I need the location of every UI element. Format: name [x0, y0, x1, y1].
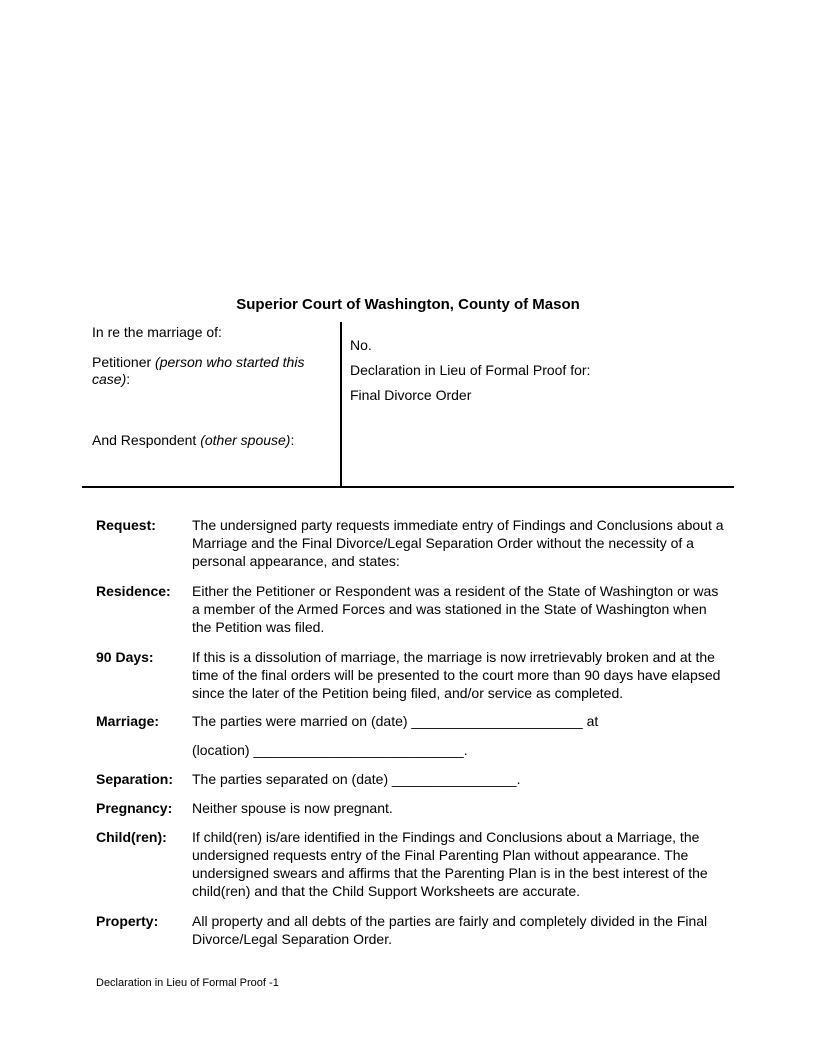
document-subtitle: Final Divorce Order: [350, 387, 472, 403]
section-label: Marriage:: [96, 713, 160, 729]
section-label: Child(ren):: [96, 829, 167, 845]
page-footer: Declaration in Lieu of Formal Proof -1: [96, 977, 279, 989]
petitioner-label: Petitioner: [92, 354, 156, 370]
case-caption: [82, 322, 734, 488]
section-label: Separation:: [96, 771, 174, 787]
section-label: 90 Days:: [96, 649, 154, 665]
section-text: The parties separated on (date) ________________.: [192, 771, 521, 787]
section-text: The undersigned party requests immediate entry of Findings and Conclusions about a Marriage and the Final Divorce/Legal Separation Order without the necessity of a personal appearance, and states:: [192, 517, 724, 569]
marriage-date-line: The parties were married on (date) ______________________ at: [192, 713, 599, 729]
in-re-label: In re the marriage of:: [92, 324, 222, 340]
section-text: If child(ren) is/are identified in the Findings and Conclusions about a Marriage, the undersigned requests entry of the Final Parenting Plan without appearance. The undersigned swears and affirms that the Parenting Plan is in the best interest of the child(ren) and that the Child Support Worksheets are accurate.: [192, 829, 708, 899]
section-text: All property and all debts of the parties are fairly and completely divided in the Final Divorce/Legal Separation Order.: [192, 913, 708, 947]
respondent-field: [92, 432, 294, 449]
petitioner-note: (person who started this case): [92, 354, 305, 387]
respondent-note: (other spouse): [200, 432, 291, 448]
section-text: Either the Petitioner or Respondent was a resident of the State of Washington or was a member of the Armed Forces and was stationed in the State of Washington when the Petition was filed.: [192, 583, 719, 635]
section-label: Pregnancy:: [96, 800, 173, 816]
petitioner-field: [92, 354, 332, 388]
section-label: Property:: [96, 913, 159, 929]
caption-divider: [340, 322, 342, 486]
respondent-colon: :: [290, 432, 295, 448]
marriage-location-line: (location) ___________________________.: [192, 742, 468, 758]
section-text: Neither spouse is now pregnant.: [192, 800, 393, 816]
section-text: If this is a dissolution of marriage, the marriage is now irretrievably broken and at the time of the final orders will be presented to the court more than 90 days have elapsed since the later of the Petition being filed, and/or service as completed.: [192, 649, 721, 701]
document-title: Declaration in Lieu of Formal Proof for:: [350, 362, 591, 378]
section-label: Request:: [96, 517, 156, 533]
section-label: Residence:: [96, 583, 171, 599]
petitioner-colon: :: [126, 371, 131, 387]
respondent-label: And Respondent: [92, 432, 201, 448]
case-number-label: No.: [350, 337, 372, 353]
court-title: Superior Court of Washington, County of Mason: [236, 296, 580, 313]
